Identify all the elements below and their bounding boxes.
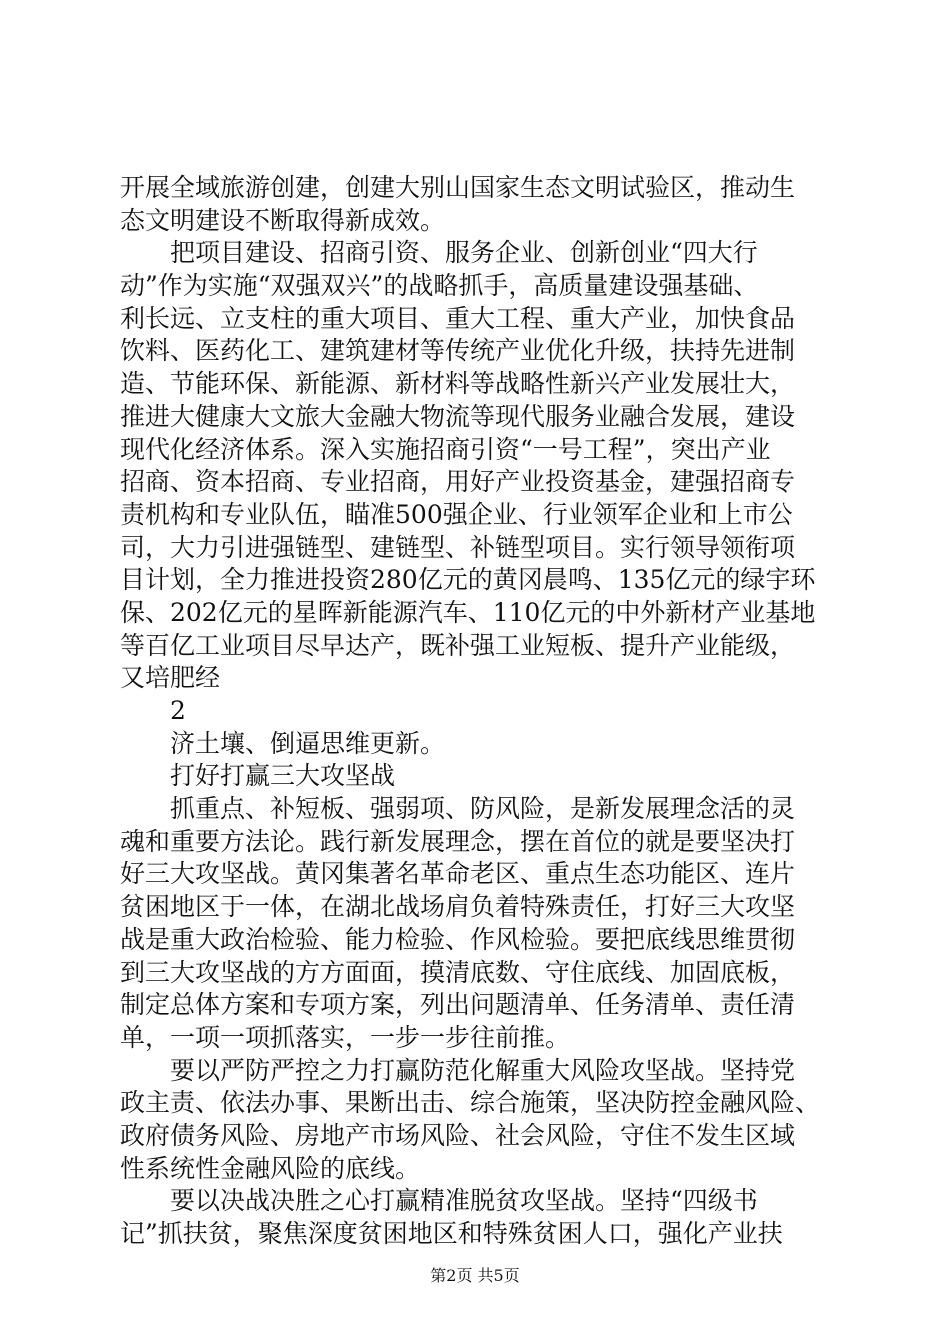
text-line: 目计划，全力推进投资280亿元的黄冈晨鸣、135亿元的绿宇环: [120, 565, 816, 595]
text-line: 招商、资本招商、专业招商，用好产业投资基金，建强招商专: [120, 467, 796, 497]
text-line: 魂和重要方法论。践行新发展理念，摆在首位的就是要坚决打: [120, 826, 796, 856]
text-line: 把项目建设、招商引资、服务企业、创新创业“四大行: [170, 238, 758, 268]
text-line: 责机构和专业队伍，瞄准500强企业、行业领军企业和上市公: [120, 499, 793, 529]
text-line: 推进大健康大文旅大金融大物流等现代服务业融合发展，建设: [120, 401, 796, 431]
page-footer: 第2页 共5页: [430, 1266, 520, 1285]
text-line: 饮料、医药化工、建筑建材等传统产业优化升级，扶持先进制: [120, 336, 796, 366]
text-line: 记”抓扶贫，聚焦深度贫困地区和特殊贫困人口，强化产业扶: [120, 1219, 783, 1248]
text-line: 等百亿工业项目尽早达产，既补强工业短板、提升产业能级，: [120, 630, 796, 660]
text-line: 好三大攻坚战。黄冈集著名革命老区、重点生态功能区、连片: [120, 859, 796, 889]
text-line: 要以严防严控之力打赢防范化解重大风险攻坚战。坚持党: [170, 1055, 796, 1085]
text-line: 制定总体方案和专项方案，列出问题清单、任务清单、责任清: [120, 990, 796, 1020]
text-line: 性系统性金融风险的底线。: [120, 1153, 421, 1183]
text-line: 要以决战决胜之心打赢精准脱贫攻坚战。坚持“四级书: [170, 1186, 758, 1216]
text-line: 开展全域旅游创建，创建大别山国家生态文明试验区，推动生: [120, 173, 796, 202]
text-line: 司，大力引进强链型、建链型、补链型项目。实行领导领衔项: [120, 532, 796, 562]
text-line: 政主责、依法办事、果断出击、综合施策，坚决防控金融风险、: [120, 1088, 821, 1118]
text-line: 济土壤、倒逼思维更新。: [170, 728, 446, 758]
text-line: 到三大攻坚战的方方面面，摸清底数、守住底线、加固底板，: [120, 957, 796, 987]
text-line: 保、202亿元的星晖新能源汽车、110亿元的中外新材产业基地: [120, 597, 816, 627]
text-line: 现代化经济体系。深入实施招商引资“一号工程”，突出产业: [120, 434, 771, 464]
text-line: 态文明建设不断取得新成效。: [120, 205, 446, 235]
document-body: [120, 172, 840, 1251]
text-line: 政府债务风险、房地产市场风险、社会风险，守住不发生区域: [120, 1120, 796, 1150]
text-line: 抓重点、补短板、强弱项、防风险，是新发展理念活的灵: [170, 794, 796, 824]
text-line: 单，一项一项抓落实，一步一步往前推。: [120, 1022, 571, 1052]
text-line: 利长远、立支柱的重大项目、重大工程、重大产业，加快食品: [120, 303, 796, 333]
text-line: 战是重大政治检验、能力检验、作风检验。要把底线思维贯彻: [120, 924, 796, 954]
text-line: 造、节能环保、新能源、新材料等战略性新兴产业发展壮大，: [120, 369, 796, 399]
text-line: 又培肥经: [120, 663, 221, 693]
text-line: 贫困地区于一体，在湖北战场肩负着特殊责任，打好三大攻坚: [120, 892, 796, 922]
page-fragment-number: 2: [170, 696, 186, 725]
text-line: 动”作为实施“双强双兴”的战略抓手，高质量建设强基础、: [120, 271, 759, 301]
section-heading: 打好打赢三大攻坚战: [170, 761, 396, 791]
